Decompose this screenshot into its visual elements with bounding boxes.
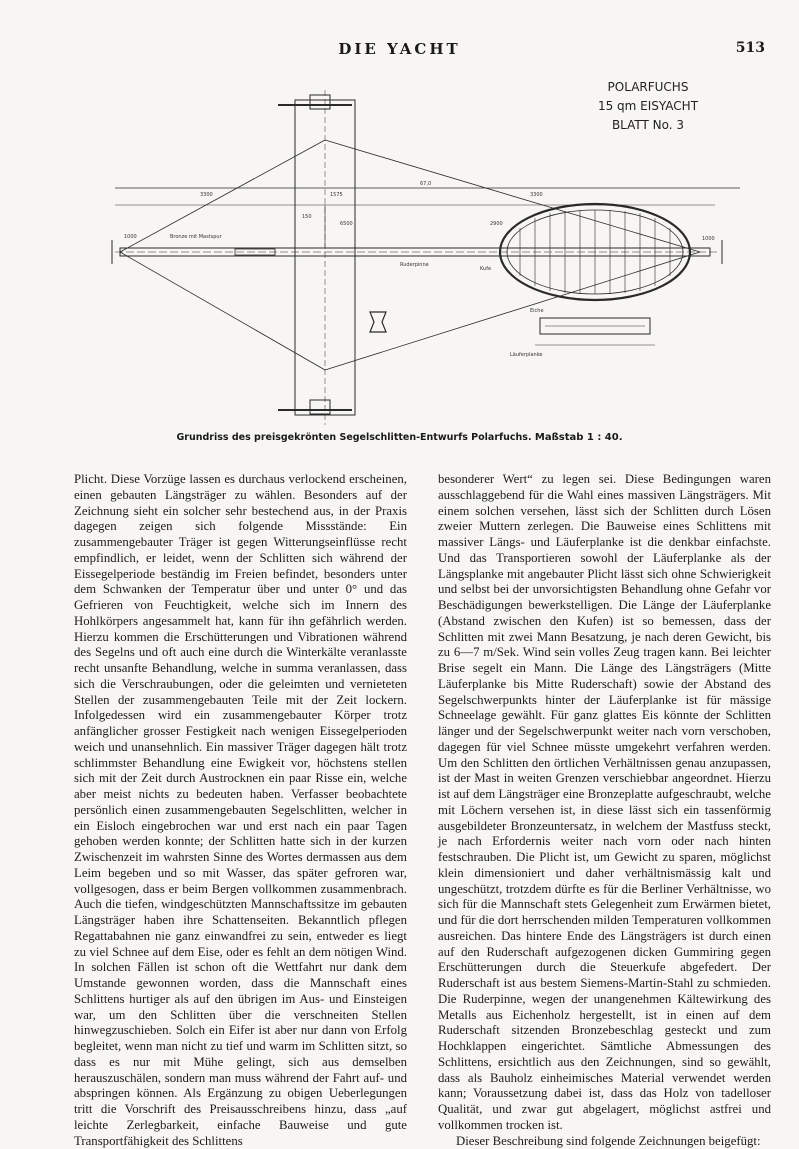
dim-mid: 1575	[330, 192, 343, 198]
dim-right: 3300	[530, 192, 543, 198]
paragraph: Plicht. Diese Vorzüge lassen es durchaus verlockend erscheinen, einen gebauten Längsträger zu wählen. Besonders auf der Zeichnung sieht ein solcher sehr bestechend aus, in der Praxis dagegen zeigen sich folgende Missstände: Ein zusammengebauter Träger ist gegen Witterungseinflüsse recht empfindlich, er leidet, wenn der Schlitten sich während der Eissegelperiode beständig im Freien befindet, besonders unter dem Schwanken der Temperatur über und unter 0° und das Gefrieren von Feuchtigkeit, welche sich im Innern des Hohlkörpers angesammelt hat, kann für ihn gefährlich werden. Hierzu kommen die Erschütterungen und Vibrationen während des Segelns und oft auch eine durch die Winterkälte veranlasste recht unsanfte Behandlung, welche in summa veranlassen, dass sich die Verschraubungen, oder die geleimten und vernieteten Stellen der zusammengebauten Teile mit der Zeit lockern. Infolgedessen wird ein zusammengebauter Körper trotz anfänglicher grosser Festigkeit nach wenigen Eissegelperioden weich und unansehnlich. Ein massiver Träger dagegen hält trotz schlimmster Behandlung eine Ewigkeit vor, höchstens stellen sich mit der Zeit durch Austrocknen ein paar Risse ein, welche aber meist nichts zu bedeuten haben. Verfasser beobachtete persönlich einen zusammengebauten Segelschlitten, welcher in ein Eisloch eingebrochen war und erst nach ein paar Tagen gehoben werden konnte; der Schlitten hatte sich in der kurzen Zwischenzeit im wahrsten Sinne des Wortes dermassen aus dem Leim begeben und so mit Wasser, das später gefroren war, vollgesogen, dass er beim Bergen vollkommen zusammenbrach. Auch die tiefen, windgeschützten Mannschaftssitze im gebauten Längsträger haben ihre Schattenseiten. Bekanntlich pflegen Regattabahnen nie ganz einwandfrei zu sein, entweder es liegt zu viel Schnee auf dem Eise, oder es fehlt an dem nötigen Wind. In solchen Fällen ist schon oft die Wettfahrt nur dank dem Umstande gewonnen worden, dass die Mannschaft eines Schlittens hurtiger als auf den übrigen im Aus- und Einsteigen war, um den Schlitten über die verschneiten Stellen hinwegzuschieben. Solch ein Eifer ist aber nur dann von Erfolg begleitet, wenn man nicht zu tief und warm im Schlitten sitzt, so dass es nur mit Mühe gelingt, sich aus demselben herauszuschälen, sondern man muss während der Fahrt auf- und abspringen können. Als Ergänzung zu obigen Ueberlegungen tritt die Vorschrift des Preisausschreibens hinzu, dass „auf leichte Zerlegbarkeit, einfache Bauweise und gute Transportfähigkeit des Schlittens	[74, 472, 407, 1149]
caption-text: Grundriss des preisgekrönten Segelschlitten-Entwurfs Polarfuchs.	[176, 432, 531, 443]
dim-total: 67,0	[420, 181, 431, 187]
note-eiche: Eiche	[530, 308, 544, 314]
drawing-title-line-3: BLATT No. 3	[583, 116, 713, 135]
note-bronze: Bronze mit Mastspur	[170, 234, 223, 240]
dim-left: 3300	[200, 192, 213, 198]
drawing-title-line-1: POLARFUCHS	[583, 78, 713, 97]
running-header: DIE YACHT	[0, 40, 799, 58]
text-column-right	[438, 472, 771, 1149]
text-column-left	[74, 472, 407, 1149]
drawing-title-line-2: 15 qm EISYACHT	[583, 97, 713, 116]
paragraph: Dieser Beschreibung sind folgende Zeichnungen beigefügt:	[438, 1134, 771, 1149]
note-rudder: Ruderpinne	[400, 262, 429, 268]
dim-c: 2900	[490, 221, 503, 227]
dim-e: 1000	[702, 236, 715, 242]
dim-d: 1000	[124, 234, 137, 240]
caption-scale: Maßstab 1 : 40.	[535, 432, 623, 443]
dim-a: 150	[302, 214, 312, 220]
note-kufe: Kufe	[480, 266, 491, 272]
iceyacht-plan-drawing	[40, 60, 770, 430]
note-lauferplanke: Läuferplanke	[510, 352, 543, 358]
figure-caption	[0, 432, 799, 443]
paragraph: besonderer Wert“ zu legen sei. Diese Bedingungen waren ausschlaggebend für die Wahl eines massiven Längsträgers. Mit einem solchen versehen, lässt sich der Schlitten durch Lösen zweier Muttern zerlegen. Die Bauweise eines Schlittens mit massiver Längs- und Läuferplanke ist die denkbar einfachste. Und das Transportieren sowohl der Läuferplanke als der Längsplanke mit angebauter Plicht lässt sich ohne Schwierigkeit und selbst bei der unvorsichtigsten Behandlung ohne Gefahr vor Beschädigungen bewerkstelligen. Die Länge der Läuferplanke (Abstand zwischen den Kufen) ist so bemessen, dass der Schlitten mit zwei Mann Besatzung, je nach deren Gewicht, bis zu 6—7 m/Sek. Wind sein volles Zeug tragen kann. Bei leichter Brise segelt ein Mann. Die Länge des Längsträgers (Mitte Läuferplanke bis Mitte Ruderschaft) sowie der Abstand des Segelschwerpunkts hinter der Läuferplanke ist für mässige Schneelage gewählt. Für ganz glattes Eis könnte der Schlitten länger und der Segelschwerpunkt weiter nach vorn verschoben, dagegen für viel Schnee müsste umgekehrt verfahren werden. Um den Schlitten den örtlichen Verhältnissen genau anzupassen, ist der Mast in weiten Grenzen verschiebbar angeordnet. Hierzu ist auf dem Längsträger eine Bronzeplatte aufgeschraubt, welche mit Löchern versehen ist, in diese lässt sich ein tassenförmig ausgebildeter Bronzeuntersatz, in welchem der Mastfuss steckt, je nach Erfordernis weiter nach vorn oder nach hinten festschrauben. Die Plicht ist, um Gewicht zu sparen, möglichst klein dimensioniert und daher verhältnismässig kalt und ungeschützt, trotzdem dürfte es für die Berliner Verhältnisse, wo sich für die Mannschaft stets Gelegenheit zum Erwärmen bietet, und für die dort herrschenden milden Temperaturen vollkommen ausreichen. Das hintere Ende des Längsträgers ist durch einen auf den Ruderschaft aufgezogenen dicken Gummiring gegen Erschütterungen durch die Steuerkufe abgefedert. Der Ruderschaft ist aus bestem Siemens-Martin-Stahl zu schmieden. Die Ruderpinne, wegen der unangenehmen Kältewirkung des Metalls aus Eichenholz hergestellt, ist in einen auf dem Ruderschaft sitzenden Bronzebeschlag gesteckt und zum Hochklappen eingerichtet. Sämtliche Abmessungen des Schlittens, ersichtlich aus den Zeichnungen, sind so gewählt, dass als Bauholz einheimisches Material verwendet werden kann; Voraussetzung dabei ist, dass das Holz von tadelloser Qualität, und zwar gut abgelagert, möglichst astfrei und vollkommen trocken ist.	[438, 472, 771, 1134]
dim-b: 6500	[340, 221, 353, 227]
page-number: 513	[736, 40, 765, 56]
